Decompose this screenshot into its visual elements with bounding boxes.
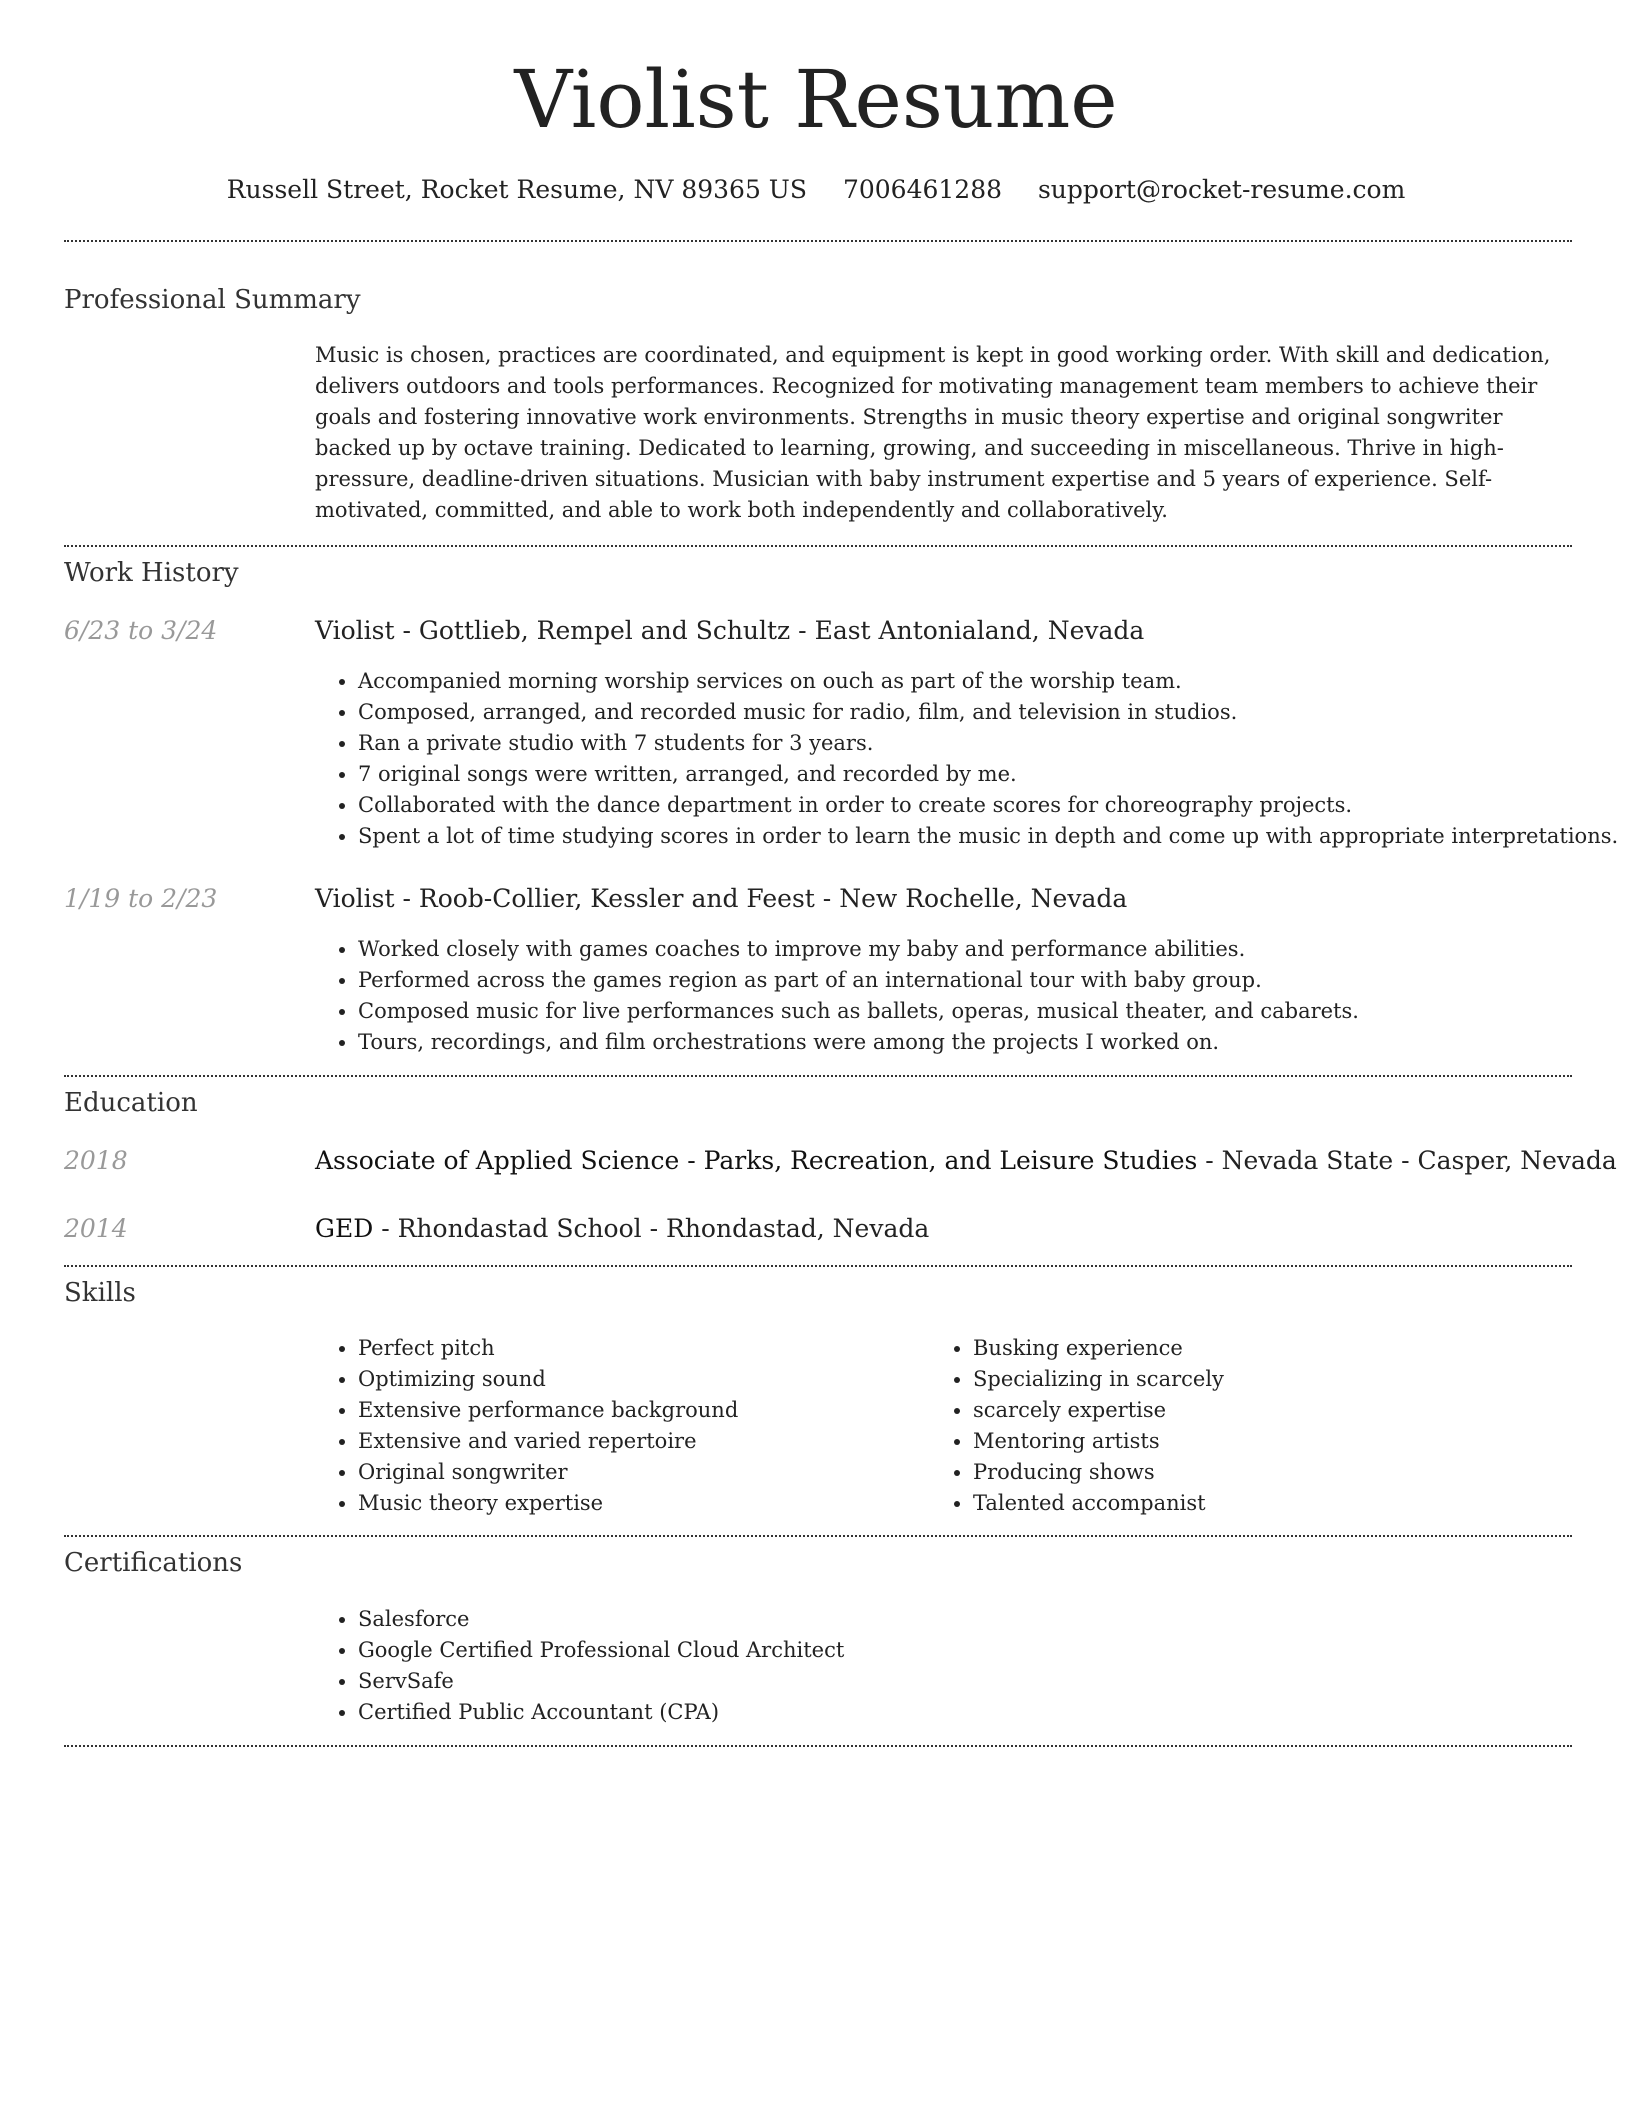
divider [64,240,1572,242]
education-entry [315,1144,1617,1178]
divider [64,1075,1572,1077]
divider [64,1745,1572,1747]
education-year: 2014 [64,1214,128,1243]
list-item: • Accompanied morning worship services on ouch as part of the worship team. [358,666,1618,697]
education-degree: Associate of Applied Science - Parks, Recreation, and Leisure Studies [315,1146,1198,1175]
section-heading-certifications: Certifications [64,1548,243,1578]
list-item: • Producing shows [973,1457,1224,1488]
education-degree: GED [315,1214,374,1243]
skills-list-right [929,1333,1224,1519]
certifications-list [314,1604,844,1728]
list-item: • Worked closely with games coaches to improve my baby and performance abilities. [358,934,1359,965]
list-item: • Busking experience [973,1333,1224,1364]
section-heading-skills: Skills [64,1278,136,1308]
list-item: • Specializing in scarcely [973,1364,1224,1395]
education-school: - Rhondastad School - Rhondastad, Nevada [373,1214,930,1243]
job-bullets [314,666,1618,852]
list-item: • Music theory expertise [358,1488,738,1519]
list-item: • Certified Public Accountant (CPA) [358,1697,844,1728]
job-dates: 1/19 to 2/23 [64,884,218,913]
list-item: • Mentoring artists [973,1426,1224,1457]
section-heading-education: Education [64,1088,198,1118]
list-item: • Salesforce [358,1604,844,1635]
list-item: • Extensive and varied repertoire [358,1426,738,1457]
list-item: • Optimizing sound [358,1364,738,1395]
list-item: • 7 original songs were written, arranged, and recorded by me. [358,759,1618,790]
list-item: • Extensive performance background [358,1395,738,1426]
divider [64,1535,1572,1537]
education-entry [315,1212,1572,1246]
list-item: • Spent a lot of time studying scores in order to learn the music in depth and come up with appropriate interpretations. [358,821,1618,852]
contact-email: support@rocket-resume.com [1037,175,1406,204]
job-dates: 6/23 to 3/24 [64,616,218,645]
list-item: • Tours, recordings, and film orchestrations were among the projects I worked on. [358,1027,1359,1058]
page-title: Violist Resume [514,53,1118,146]
divider [64,545,1572,547]
section-heading-summary: Professional Summary [64,285,361,315]
list-item: • Perfect pitch [358,1333,738,1364]
job-title: Violist - Gottlieb, Rempel and Schultz - East Antonialand, Nevada [315,616,1145,645]
summary-text: Music is chosen, practices are coordinated, and equipment is kept in good working order. With skill and dedication, delivers outdoors and tools performances. Recognized for motivating management team members to achieve their goals and fostering innovative work environments. Strengths in music theory expertise and original songwriter backed up by octave training. Dedicated to learning, growing, and succeeding in miscellaneous. Thrive in high-pressure, deadline-driven situations. Musician with baby instrument expertise and 5 years of experience. Self-motivated, committed, and able to work both independently and collaboratively. [315,343,1551,522]
list-item: • Google Certified Professional Cloud Architect [358,1635,844,1666]
list-item: • Collaborated with the dance department in order to create scores for choreography projects. [358,790,1618,821]
list-item: • ServSafe [358,1666,844,1697]
skills-list-left [314,1333,738,1519]
list-item: • Composed, arranged, and recorded music for radio, film, and television in studios. [358,697,1618,728]
list-item: • Original songwriter [358,1457,738,1488]
education-year: 2018 [64,1146,128,1175]
section-heading-work-history: Work History [64,558,239,588]
list-item: • Performed across the games region as part of an international tour with baby group. [358,965,1359,996]
contact-address: Russell Street, Rocket Resume, NV 89365 US [226,175,807,204]
list-item: • scarcely expertise [973,1395,1224,1426]
contact-line [0,170,1632,210]
list-item: • Ran a private studio with 7 students for 3 years. [358,728,1618,759]
job-title: Violist - Roob-Collier, Kessler and Feest - New Rochelle, Nevada [315,884,1128,913]
list-item: • Talented accompanist [973,1488,1224,1519]
list-item: • Composed music for live performances such as ballets, operas, musical theater, and cabarets. [358,996,1359,1027]
job-bullets [314,934,1359,1058]
contact-phone: 7006461288 [842,175,1003,204]
education-school: - Nevada State - Casper, Nevada [1197,1146,1617,1175]
divider [64,1265,1572,1267]
